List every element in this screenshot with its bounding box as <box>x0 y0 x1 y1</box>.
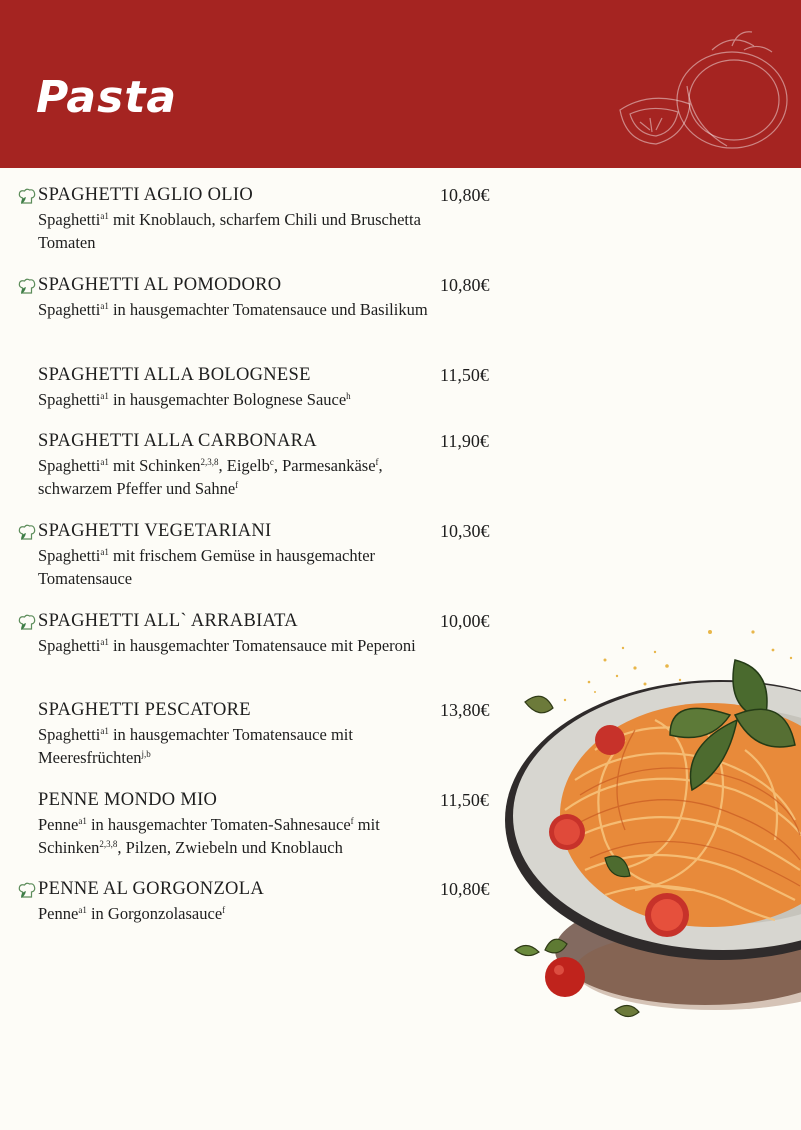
allergen-code: a1 <box>78 905 87 915</box>
chef-hat-leaf-icon <box>17 524 37 542</box>
description-text: Spaghetti <box>38 300 101 319</box>
allergen-code: f <box>375 457 379 467</box>
description-text: Spaghetti <box>38 456 101 475</box>
item-price: 10,80€ <box>440 879 490 899</box>
description-text: , Eigelb <box>218 456 270 475</box>
item-price: 11,50€ <box>440 365 489 385</box>
allergen-code: a1 <box>100 457 109 467</box>
allergen-code: j,b <box>141 749 151 759</box>
item-description <box>38 902 438 925</box>
description-text: in hausgemachter Tomaten-Sahnesauce <box>86 815 351 834</box>
description-text: Spaghetti <box>38 390 101 409</box>
allergen-code: f <box>350 816 354 826</box>
item-name: SPAGHETTI ALLA CARBONARA <box>38 431 317 451</box>
description-text: Spaghetti <box>38 546 101 565</box>
allergen-code: a1 <box>100 726 109 736</box>
item-name: SPAGHETTI ALLA BOLOGNESE <box>38 365 311 385</box>
description-text: in Gorgonzolasauce <box>86 904 223 923</box>
description-text: Spaghetti <box>38 210 101 229</box>
description-text: Penne <box>38 904 79 923</box>
item-description <box>38 208 438 254</box>
item-name: SPAGHETTI AGLIO OLIO <box>38 185 253 205</box>
description-text: in hausgemachter Tomatensauce mit Peperoni <box>108 636 416 655</box>
chef-hat-leaf-icon <box>17 188 37 206</box>
tomato-sketch-icon <box>612 18 801 163</box>
chef-hat-leaf-icon <box>17 614 37 632</box>
item-price: 13,80€ <box>440 700 490 720</box>
item-name: SPAGHETTI AL POMODORO <box>38 275 282 295</box>
description-text: mit frischem Gemüse in hausgemachter Tomatensauce <box>38 546 376 588</box>
allergen-code: a1 <box>78 816 87 826</box>
item-description <box>38 634 438 657</box>
description-text: Penne <box>38 815 79 834</box>
item-price: 10,30€ <box>440 521 490 541</box>
item-name: SPAGHETTI PESCATORE <box>38 700 251 720</box>
item-name: PENNE AL GORGONZOLA <box>38 879 264 899</box>
page-title: Pasta <box>36 72 178 123</box>
item-name: SPAGHETTI VEGETARIANI <box>38 521 272 541</box>
description-text: , schwarzem Pfeffer und Sahne <box>38 456 383 498</box>
chef-hat-leaf-icon <box>17 882 37 900</box>
item-price: 11,50€ <box>440 790 489 810</box>
allergen-code: a1 <box>100 301 109 311</box>
allergen-code: f <box>222 905 226 915</box>
tomato-icon <box>545 957 585 997</box>
description-text: , Pilzen, Zwiebeln und Knoblauch <box>117 838 343 857</box>
item-price: 10,00€ <box>440 611 490 631</box>
description-text: in hausgemachter Tomatensauce mit Meeresfrüchten <box>38 725 353 767</box>
item-description <box>38 544 438 590</box>
item-description <box>38 388 438 411</box>
description-text: , Parmesankäse <box>273 456 376 475</box>
item-price: 10,80€ <box>440 275 490 295</box>
allergen-code: a1 <box>100 391 109 401</box>
allergen-code: 2,3,8 <box>99 839 118 849</box>
item-description <box>38 723 438 769</box>
header-banner <box>0 0 801 168</box>
description-text: mit Schinken <box>38 815 380 857</box>
allergen-code: c <box>269 457 274 467</box>
description-text: in hausgemachter Tomatensauce und Basilikum <box>108 300 428 319</box>
item-name: PENNE MONDO MIO <box>38 790 218 810</box>
item-description <box>38 454 438 500</box>
item-price: 10,80€ <box>440 185 490 205</box>
chef-hat-leaf-icon <box>17 278 37 296</box>
spaghetti-plate-illustration <box>505 620 801 1040</box>
description-text: in hausgemachter Bolognese Sauce <box>108 390 347 409</box>
description-text: mit Schinken <box>108 456 201 475</box>
allergen-code: 2,3,8 <box>200 457 219 467</box>
allergen-code: a1 <box>100 211 109 221</box>
item-name: SPAGHETTI ALL` ARRABIATA <box>38 611 298 631</box>
allergen-code: h <box>346 391 351 401</box>
description-text: Spaghetti <box>38 725 101 744</box>
allergen-code: a1 <box>100 547 109 557</box>
description-text: mit Knoblauch, scharfem Chili und Bruschetta Tomaten <box>38 210 421 252</box>
item-description <box>38 298 438 321</box>
description-text: Spaghetti <box>38 636 101 655</box>
item-price: 11,90€ <box>440 431 489 451</box>
allergen-code: a1 <box>100 637 109 647</box>
allergen-code: f <box>235 480 239 490</box>
item-description <box>38 813 438 859</box>
